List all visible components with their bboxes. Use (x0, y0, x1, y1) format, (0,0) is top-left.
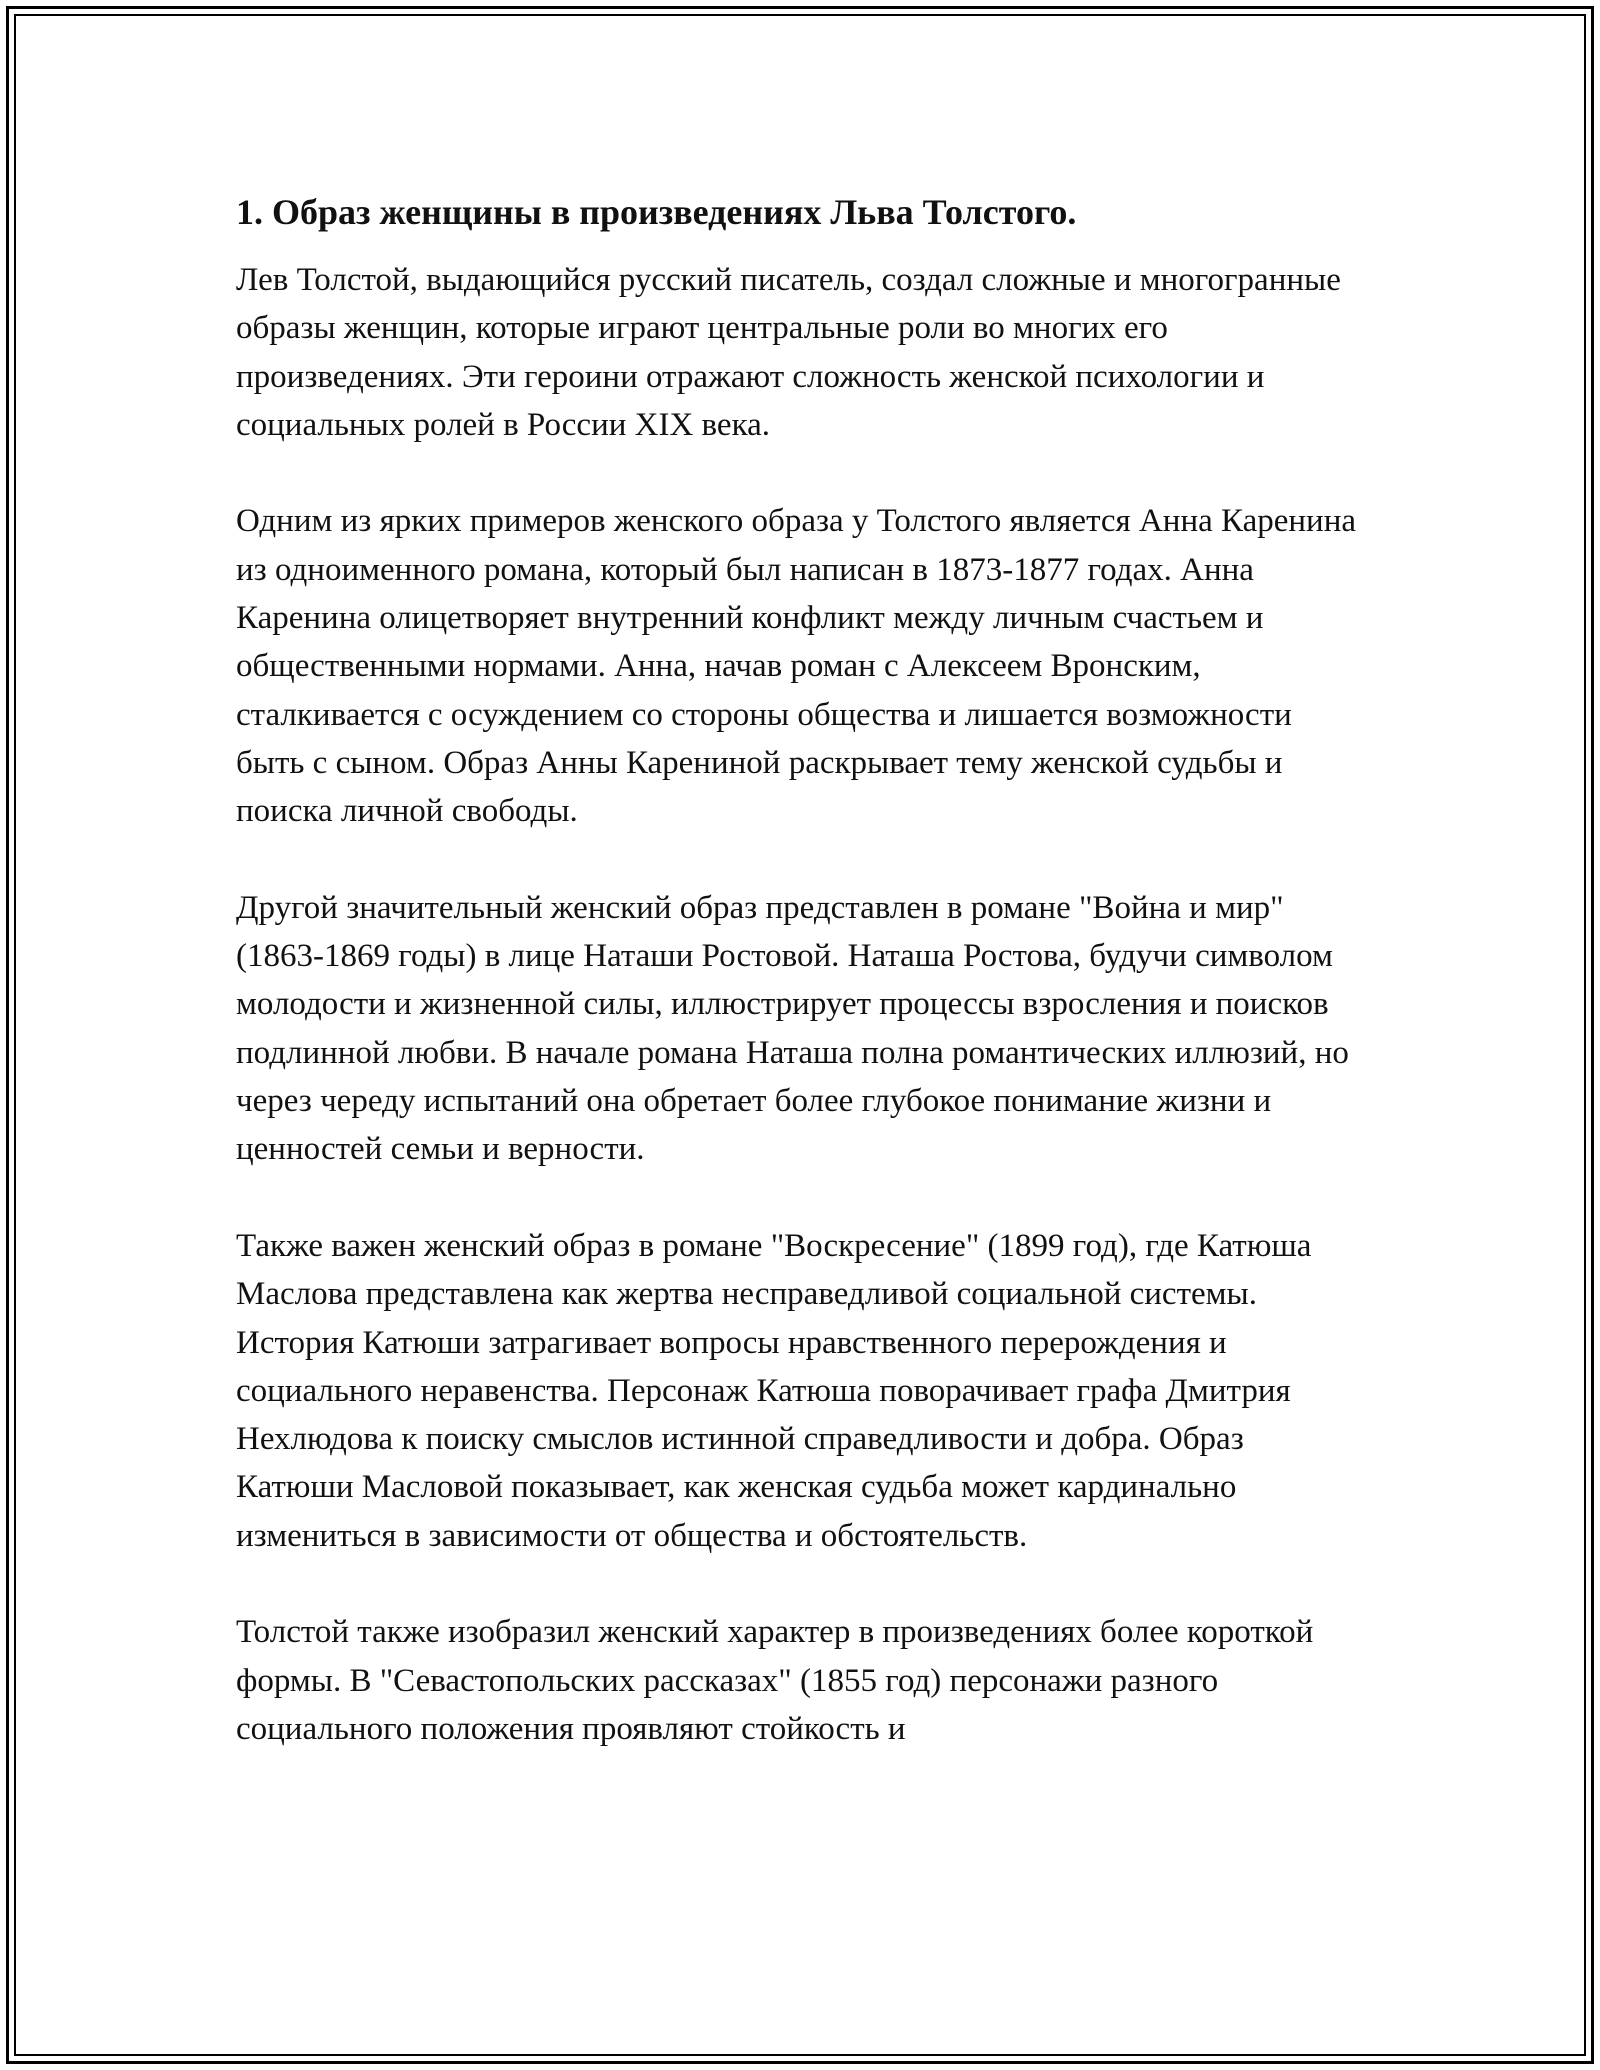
document-body (236, 188, 1366, 1753)
paragraph-anna-karenina: Одним из ярких примеров женского образа у Толстого является Анна Каренина из одноименного романа, который был написан в 1873-1877 годах. Анна Каренина олицетворяет внутренний конфликт между личным счастьем и общественными нормами. Анна, начав роман с Алексеем Вронским, сталкивается с осуждением со стороны общества и лишается возможности быть с сыном. Образ Анны Карениной раскрывает тему женской судьбы и поиска личной свободы. (236, 503, 1357, 830)
paragraph-sevastopol-stories: Толстой также изобразил женский характер в произведениях более короткой формы. В "Севастопольских рассказах" (1855 год) персонажи разного социального положения проявляют стойкость и (236, 1614, 1314, 1747)
paragraph-natasha-rostova: Другой значительный женский образ представлен в романе "Война и мир" (1863-1869 годы) в лице Наташи Ростовой. Наташа Ростова, будучи символом молодости и жизненной силы, иллюстрирует процессы взросления и поисков подлинной любви. В начале романа Наташа полна романтических иллюзий, но через череду испытаний она обретает более глубокое понимание жизни и ценностей семьи и верности. (236, 889, 1349, 1168)
document-title: 1. Образ женщины в произведениях Льва Толстого. (236, 192, 1077, 232)
paragraph-katyusha-maslova: Также важен женский образ в романе "Воскресение" (1899 год), где Катюша Маслова представлена как жертва несправедливой социальной системы. История Катюши затрагивает вопросы нравственного перерождения и социального неравенства. Персонаж Катюша поворачивает графа Дмитрия Нехлюдова к поиску смыслов истинной справедливости и добра. Образ Катюши Масловой показывает, как женская судьба может кардинально измениться в зависимости от общества и обстоятельств. (236, 1227, 1312, 1554)
paragraph-intro: Лев Толстой, выдающийся русский писатель, создал сложные и многогранные образы женщин, которые играют центральные роли во многих его произведениях. Эти героини отражают сложность женской психологии и социальных ролей в России XIX века. (236, 262, 1341, 443)
